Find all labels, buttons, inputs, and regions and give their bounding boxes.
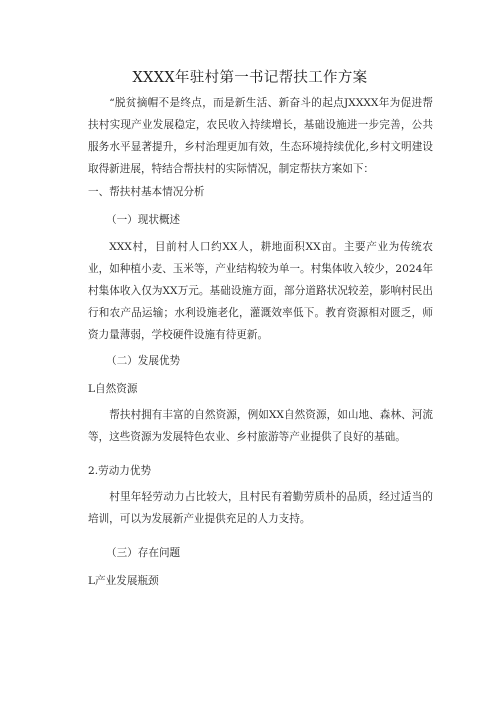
advantage-natural-resources-heading: L自然资源 [88, 383, 138, 395]
document-title: XXXX年驻村第一书记帮扶工作方案 [132, 70, 368, 86]
natural-resources-paragraph: 帮扶村拥有丰富的自然资源，例如XX自然资源，如山地、森林、河流等，这些资源为发展特色农业、乡村旅游等产业提供了良好的基础。 [88, 409, 433, 443]
subsection-heading-overview: （一）现状概述 [106, 214, 181, 226]
problem-industry-heading: L产业发展瓶颈 [88, 575, 159, 587]
labor-paragraph: 村里年轻劳动力占比较大，且村民有着勤劳质朴的品质，经过适当的培训，可以为发展新产业提供充足的人力支持。 [88, 491, 433, 525]
advantage-labor-heading: 2.劳动力优势 [88, 465, 152, 477]
overview-paragraph: XXX村，目前村人口约XX人，耕地面积XX亩。主要产业为传统农业，如种植小麦、玉米等，产业结构较为单一。村集体收入较少，2024年村集体收入仅为XX万元。基础设施方面，部分道路状况较差，影响村民出行和农产品运输；水利设施老化，灌溉效率低下。教育资源相对匮乏，师资力量薄弱，学校硬件设施有待更新。 [88, 241, 433, 341]
section-heading-basic-situation: 一、帮扶村基本情况分析 [88, 186, 205, 198]
subsection-heading-advantages: （二）发展优势 [106, 355, 181, 367]
intro-paragraph: “脱贫摘帽不是终点，而是新生活、新奋斗的起点JXXXX年为促进帮扶村实现产业发展稳定，农民收入持续增长，基础设施进一步完善，公共服务水平显著提升，乡村治理更加有效，生态环境持续优化,乡村文明建设取得新进展，特结合帮扶村的实际情况，制定帮扶方案如下： [88, 97, 433, 175]
subsection-heading-problems: （三）存在问题 [106, 547, 181, 559]
